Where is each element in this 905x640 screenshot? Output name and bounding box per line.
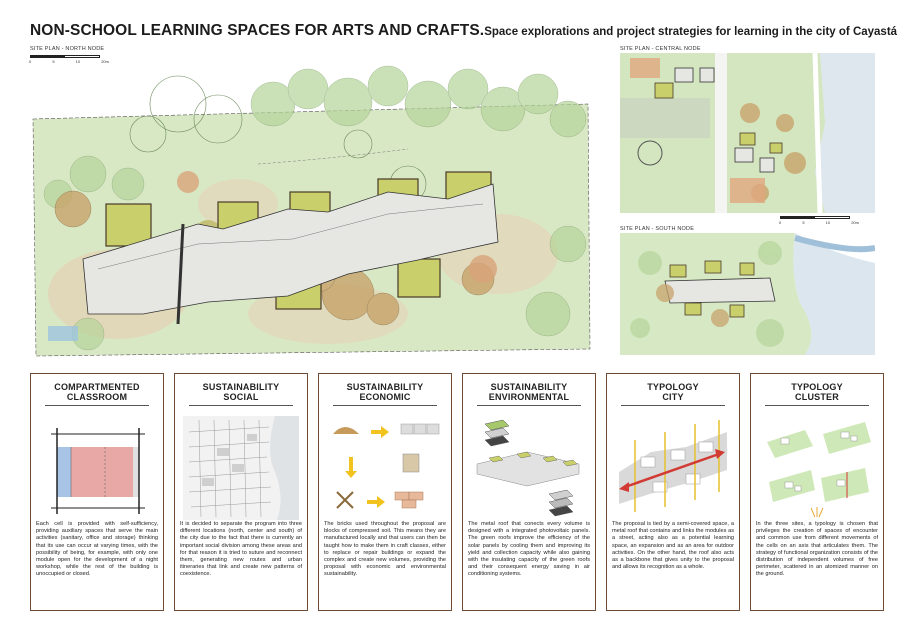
panel-divider [45, 405, 149, 406]
cluster-diagram [755, 412, 879, 522]
panel-title: SUSTAINABILITY ENVIRONMENTAL [488, 382, 570, 402]
panel-title: TYPOLOGY CLUSTER [791, 382, 843, 402]
panel-sustainability-social [174, 373, 308, 611]
panel-compartmented-classroom [30, 373, 164, 611]
central-scale-ticks: 0 5 10 20m [779, 220, 859, 225]
north-scale-bar [30, 55, 100, 58]
title-main: NON-SCHOOL LEARNING SPACES FOR ARTS AND CRAFTS. [30, 22, 485, 39]
central-plan-label: SITE PLAN - CENTRAL NODE [620, 46, 701, 52]
brick-process-diagram [323, 412, 447, 522]
panel-sustainability-economic [318, 373, 452, 611]
green-roof-diagram [467, 412, 591, 522]
south-plan-label: SITE PLAN - SOUTH NODE [620, 226, 695, 232]
panel-title: COMPARTMENTED CLASSROOM [54, 382, 140, 402]
panel-sustainability-environmental [462, 373, 596, 611]
panel-typology-cluster [750, 373, 884, 611]
central-scale-bar [780, 216, 850, 219]
panel-divider [621, 405, 725, 406]
panel-description: The metal roof that conects every volume is designed with a integrated photovoltaic panels. The green roofs improve the efficiency of the solar panels by cooling them and improving its yield and collection capacity while also gaining with the insulating capacity of the green roofs and their consequent energy saving in air conditioning systems. [468, 521, 590, 578]
panel-divider [477, 405, 581, 406]
poster-title [30, 22, 897, 40]
panel-description: The bricks used throughout the proposal are blocks of compressed soil. This means they are manufactured locally and that users can then be taught how to make them in craft classes, either to replace or repair buildings or expand the complex and create new volumes, providing the proposal with economic and environmental sustainability. [324, 521, 446, 578]
north-node-site-plan [28, 64, 593, 364]
panel-title: TYPOLOGY CITY [647, 382, 699, 402]
panel-title: SUSTAINABILITY SOCIAL [202, 382, 280, 402]
panel-description: In the three sites, a typology is chosen that privileges the creation of spaces of encounter and common use from different movements of the cells on an axis that articulates them. The strategy of functional organization consists of the distribution of independent volumes of free perimeter, scattered in an atomized manner on the ground. [756, 521, 878, 578]
panel-divider [765, 405, 869, 406]
south-node-site-plan [620, 233, 875, 355]
panel-title: SUSTAINABILITY ECONOMIC [346, 382, 424, 402]
north-scale-ticks: 0 5 10 20m [29, 59, 109, 64]
title-subtitle: Space explorations and project strategies for learning in the city of Cayastá [484, 26, 898, 38]
city-axis-diagram [611, 412, 735, 522]
panel-description: Each cell is provided with self-sufficiency, providing auxiliary spaces that serve the main activities (sanitary, office and storage) thinking that its use can occur at varying times, with the possibility of being, for example, with only one module open for the development of a night workshop, while the rest of the building is unoccupied or closed. [36, 521, 158, 578]
panel-description: The proposal is tied by a semi-covered space, a metal roof that contains and links the modules as a street, acting also as a potential learning space, an expansion and as an area for outdoor activities. On the other hand, the roof also acts as a backbone that gives unity to the proposal and allows its recognition as a whole. [612, 521, 734, 571]
panel-divider [189, 405, 293, 406]
panel-divider [333, 405, 437, 406]
panel-typology-city [606, 373, 740, 611]
city-map-diagram [179, 412, 303, 522]
central-node-site-plan [620, 53, 875, 213]
north-plan-label: SITE PLAN - NORTH NODE [30, 46, 105, 52]
panel-description: It is decided to separate the program into three different locations (north, center and south) of the city due to the fact that there is currently an important social division among these areas and for that reason it is tried to suture and reconnect them, generating new routes and urban itineraries that link and create new patterns of coexistence. [180, 521, 302, 578]
classroom-diagram [35, 412, 159, 522]
